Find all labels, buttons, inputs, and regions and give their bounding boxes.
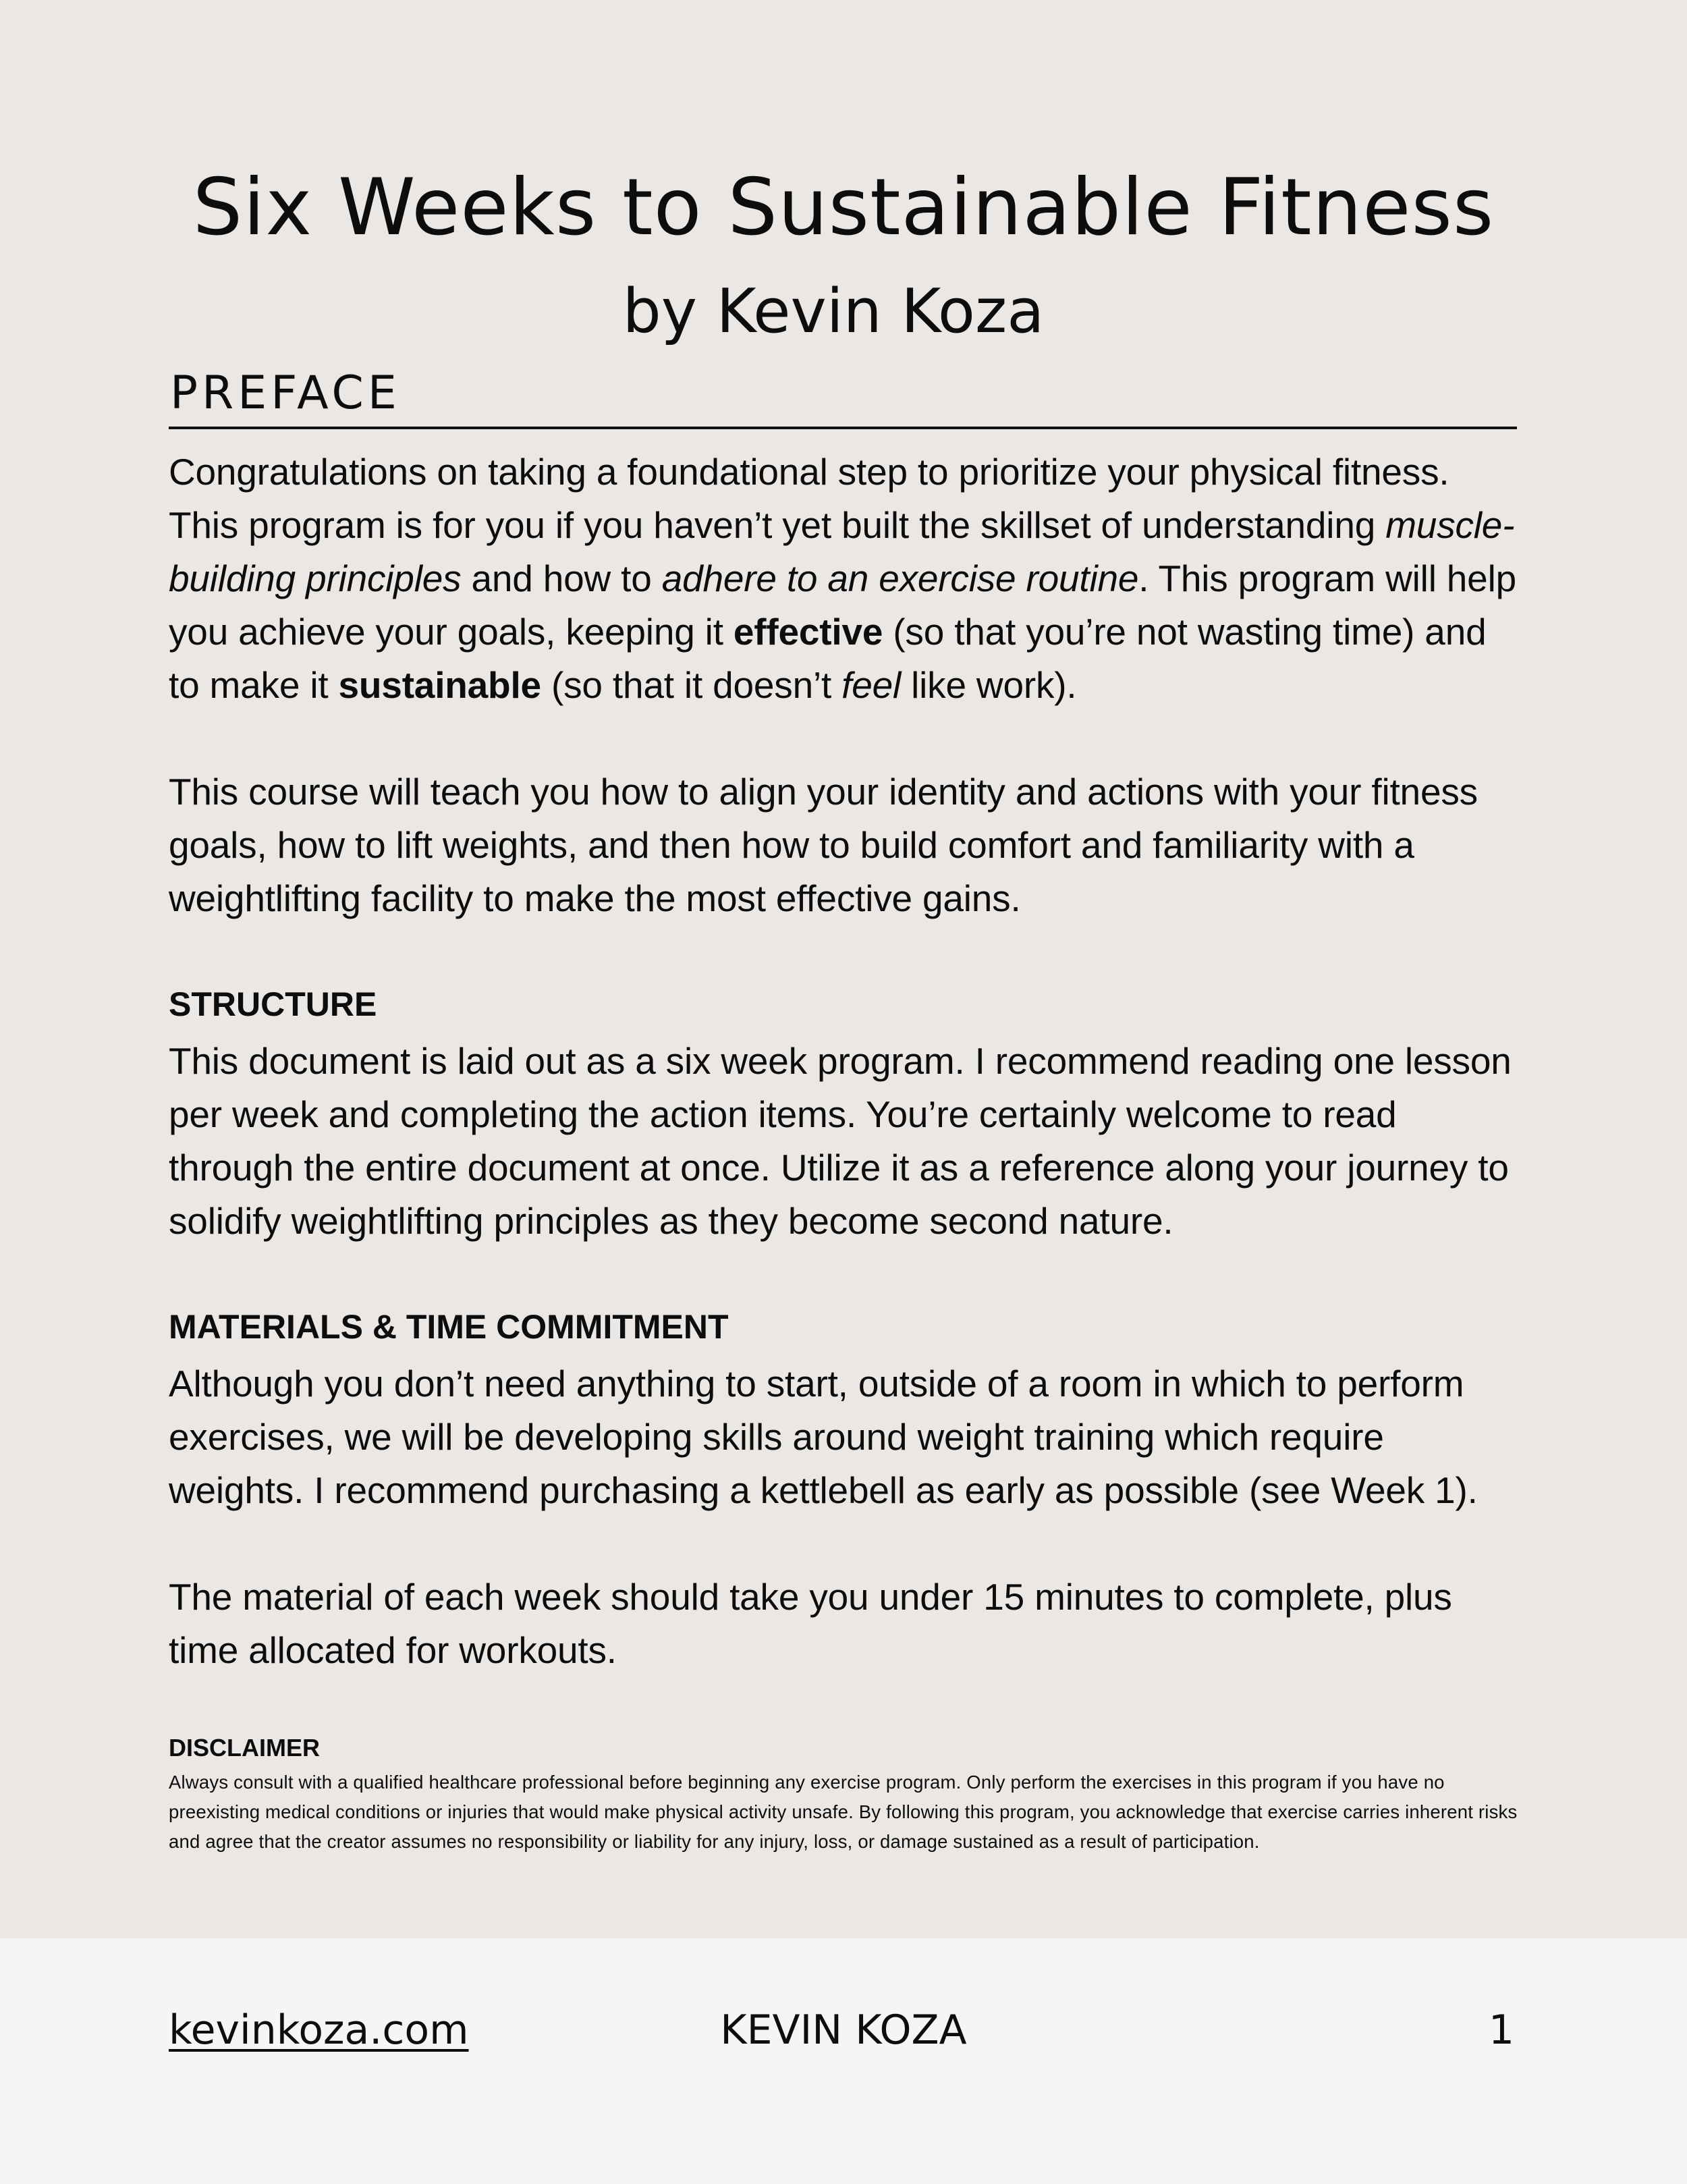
footer-author-name: KEVIN KOZA — [720, 2006, 967, 2054]
paragraph-gap — [169, 712, 1525, 765]
preface-emphasis-muscle-building: muscle-building principles — [169, 504, 1515, 599]
preface-text-1: Congratulations on taking a foundational step to prioritize your physical fitness. This program is for you if you haven’t yet built the skillset of understanding — [169, 451, 1449, 546]
preface-bold-sustainable: sustainable — [338, 664, 541, 706]
preface-emphasis-feel: feel — [841, 664, 902, 706]
preface-text-5: (so that it doesn’t — [541, 664, 842, 706]
paragraph-gap — [169, 1517, 1525, 1571]
structure-paragraph: This document is laid out as a six week program. I recommend reading one lesson per week and completing the action items. You’re certainly welcome to read through the entire document at once. Utilize it as a reference along your journey to solidify weightlifting principles as they become second nature. — [169, 1040, 1512, 1242]
preface-paragraph-2: This course will teach you how to align your identity and actions with your fitness goals, how to lift weights, and then how to build comfort and familiarity with a weightlifting facility to make the most effective gains. — [169, 771, 1478, 919]
website-link[interactable]: kevinkoza.com — [169, 2006, 469, 2054]
content-column — [169, 445, 1525, 1857]
disclaimer-text: Always consult with a qualified healthcare professional before beginning any exercise program. Only perform the exercises in this program if you have no preexisting medical conditions or injuries that would make physical activity unsafe. By following this program, you acknowledge that exercise carries inherent risks and agree that the creator assumes no responsibility or liability for any injury, loss, or damage sustained as a result of participation. — [169, 1772, 1518, 1852]
preface-heading: PREFACE — [170, 366, 401, 420]
preface-paragraph-1 — [169, 445, 1525, 712]
disclaimer-heading: DISCLAIMER — [169, 1734, 320, 1762]
preface-text-3: . This program will help you achieve your goals, keeping it — [169, 557, 1516, 653]
materials-paragraph-2: The material of each week should take you under 15 minutes to complete, plus time allocated for workouts. — [169, 1576, 1452, 1671]
preface-text-4: (so that you’re not wasting time) and to make it — [169, 611, 1487, 706]
preface-text-6: like work). — [901, 664, 1077, 706]
materials-heading: MATERIALS & TIME COMMITMENT — [169, 1308, 729, 1346]
preface-emphasis-adhere: adhere to an exercise routine — [661, 557, 1139, 599]
preface-text-2: and how to — [461, 557, 662, 599]
structure-heading: STRUCTURE — [169, 985, 377, 1023]
page-footer — [0, 1938, 1687, 2184]
document-author: by Kevin Koza — [622, 276, 1045, 347]
preface-bold-effective: effective — [733, 611, 883, 653]
materials-paragraph-1: Although you don’t need anything to start, outside of a room in which to perform exercises, we will be developing skills around weight training which require weights. I recommend purchasing a kettlebell as early as possible (see Week 1). — [169, 1363, 1478, 1511]
heading-divider — [169, 427, 1517, 429]
document-title: Six Weeks to Sustainable Fitness — [192, 162, 1495, 253]
page-number: 1 — [1488, 2006, 1514, 2054]
